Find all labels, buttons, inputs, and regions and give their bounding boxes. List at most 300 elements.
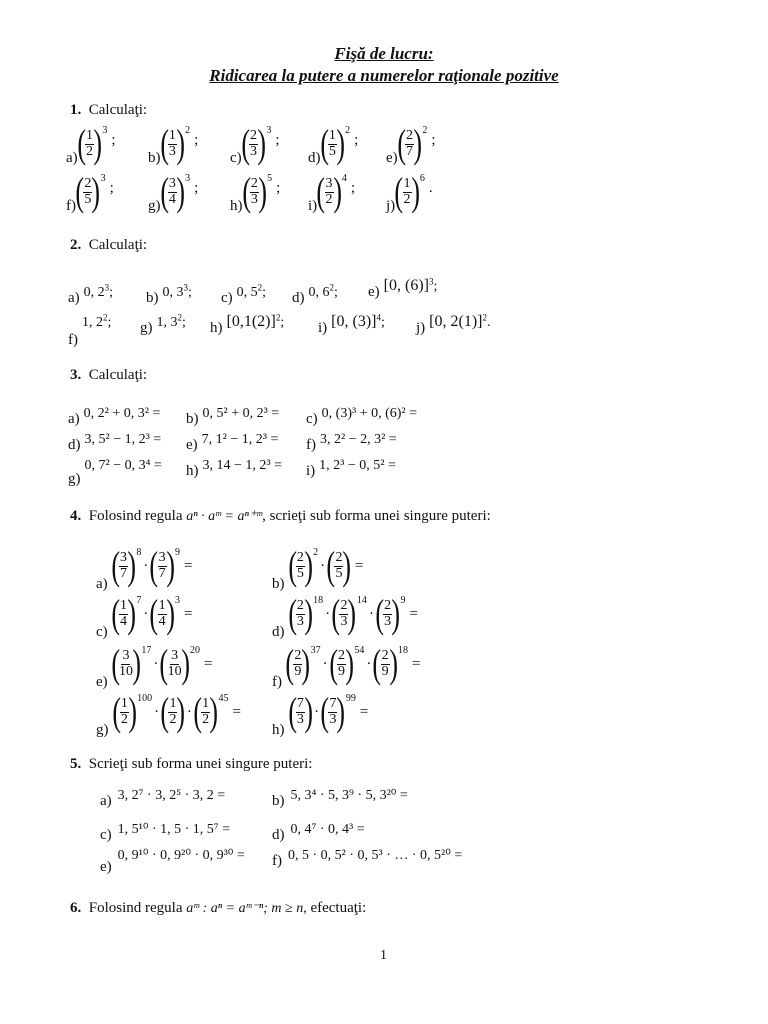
punctuation: ; — [350, 179, 355, 196]
denominator: 3 — [250, 191, 258, 207]
item-label: g) — [68, 471, 81, 487]
punctuation: ; — [433, 278, 438, 294]
division-rule: aᵐ : aⁿ = aᵐ⁻ⁿ; m ≥ n, — [186, 901, 307, 916]
punctuation: ; — [280, 314, 285, 330]
right-paren: ) — [127, 543, 136, 588]
denominator: 4 — [119, 613, 127, 629]
right-paren: ) — [93, 121, 102, 166]
exercise-2-item — [68, 282, 114, 306]
numerator: 1 — [158, 597, 166, 613]
fraction-power — [159, 121, 191, 166]
right-paren: ) — [332, 169, 342, 214]
numerator: 2 — [296, 549, 304, 565]
expression: 3, 5² − 1, 2³ = — [84, 432, 162, 447]
left-paren: ( — [76, 121, 86, 166]
fraction-power — [287, 543, 319, 588]
numerator: 2 — [294, 647, 302, 663]
fraction-power — [149, 591, 180, 636]
exponent: 37 — [310, 644, 321, 656]
numerator: 1 — [403, 175, 411, 191]
exercise-2-item — [68, 312, 112, 348]
expression: 0, 7² − 0, 3⁴ = — [84, 458, 162, 473]
exercise-5-item — [272, 820, 365, 843]
item-label: f) — [272, 853, 282, 869]
punctuation: . — [486, 314, 491, 330]
left-paren: ( — [111, 689, 121, 734]
item-label: a) — [66, 149, 78, 166]
exponent: 2 — [345, 124, 351, 136]
numerator: 1 — [120, 695, 128, 711]
numerator: 1 — [202, 695, 210, 711]
exercise-4-item — [272, 689, 369, 738]
right-paren: ) — [209, 689, 219, 734]
fraction-power — [110, 591, 142, 636]
denominator: 2 — [202, 711, 210, 727]
right-paren: ) — [258, 169, 267, 214]
right-paren: ) — [336, 121, 345, 166]
equals-sign: = — [203, 655, 213, 672]
item-label: a) — [68, 289, 80, 306]
exponent: 45 — [218, 692, 229, 704]
fraction-power — [110, 641, 152, 686]
exponent: 5 — [267, 172, 273, 184]
item-label: e) — [96, 673, 108, 690]
left-paren: ( — [159, 121, 169, 166]
right-paren: ) — [91, 169, 101, 214]
left-paren: ( — [110, 641, 120, 686]
exponent: 2 — [275, 312, 281, 322]
exponent: 2 — [422, 124, 428, 136]
fraction-power — [331, 591, 367, 636]
item-label: c) — [96, 623, 108, 640]
exponent: 3 — [183, 282, 188, 292]
denominator: 4 — [168, 191, 176, 207]
exercise-1-item — [308, 121, 359, 166]
denominator: 3 — [249, 143, 257, 159]
left-paren: ( — [149, 591, 159, 636]
base: 0, 3 — [162, 284, 184, 300]
exercise-2-item — [210, 312, 285, 336]
exercise-5-item — [272, 786, 408, 809]
multiply-sign: · — [314, 703, 320, 720]
right-paren: ) — [336, 689, 346, 734]
right-paren: ) — [304, 591, 313, 636]
left-paren: ( — [193, 689, 202, 734]
fraction-power — [319, 121, 351, 166]
item-label: h) — [186, 463, 199, 479]
left-paren: ( — [75, 169, 84, 214]
equals-sign: = — [411, 655, 421, 672]
fraction-power — [241, 169, 273, 214]
multiply-sign: · — [325, 605, 331, 622]
equals-sign: = — [183, 605, 193, 622]
item-label: j) — [416, 319, 426, 336]
denominator: 10 — [167, 663, 182, 679]
multiply-sign: · — [186, 703, 192, 720]
multiply-sign: · — [320, 557, 326, 574]
fraction-power — [287, 591, 324, 636]
denominator: 3 — [340, 613, 348, 629]
expression: 5, 3⁴ · 5, 3⁹ · 5, 3²⁰ = — [290, 788, 408, 803]
fraction-power — [316, 169, 347, 214]
denominator: 7 — [405, 143, 413, 159]
right-paren: ) — [304, 689, 313, 734]
right-paren: ) — [301, 641, 311, 686]
right-paren: ) — [391, 591, 401, 636]
fraction-power — [160, 689, 186, 734]
expression: 0, 5 · 0, 5² · 0, 5³ · … · 0, 5²⁰ = — [288, 848, 463, 863]
item-label: g) — [96, 721, 109, 738]
fraction — [168, 649, 182, 679]
right-paren: ) — [388, 641, 398, 686]
exercise-1-item — [386, 169, 433, 214]
exercise-2-item — [292, 282, 338, 306]
power-expression — [429, 312, 491, 330]
expression: 1, 5¹⁰ · 1, 5 · 1, 5⁷ = — [117, 822, 231, 837]
right-paren: ) — [132, 641, 141, 686]
item-label: d) — [272, 827, 285, 843]
fraction-power — [76, 121, 108, 166]
punctuation: ; — [107, 314, 112, 330]
numerator: 2 — [84, 175, 92, 191]
right-paren: ) — [347, 591, 357, 636]
fraction — [119, 649, 133, 679]
left-paren: ( — [287, 591, 297, 636]
multiply-sign: · — [154, 703, 160, 720]
item-label: d) — [292, 289, 305, 306]
exponent: 3 — [185, 172, 191, 184]
exponent: 3 — [266, 124, 272, 136]
item-label: i) — [308, 197, 318, 214]
right-paren: ) — [165, 543, 175, 588]
fraction-power — [75, 169, 106, 214]
base: [0, 2(1)] — [429, 312, 483, 330]
exercise-4-item — [272, 641, 421, 690]
exercise-3-item — [186, 430, 279, 453]
exponent: 2 — [257, 282, 263, 292]
exercise-1-item — [148, 121, 199, 166]
left-paren: ( — [331, 591, 341, 636]
exercise-5-item — [272, 846, 463, 869]
punctuation: ; — [194, 131, 199, 148]
left-paren: ( — [372, 641, 382, 686]
multiply-sign: · — [322, 655, 328, 672]
power-expression — [308, 282, 338, 300]
equals-sign: = — [409, 605, 418, 622]
exponent: 3 — [102, 124, 108, 136]
denominator: 3 — [296, 613, 304, 629]
exponent: 2 — [482, 312, 487, 322]
power-expression — [156, 312, 186, 330]
exponent: 9 — [174, 546, 180, 558]
item-label: c) — [221, 289, 233, 306]
left-paren: ( — [240, 121, 250, 166]
item-label: d) — [272, 623, 285, 640]
fraction — [381, 649, 390, 679]
punctuation: ; — [194, 179, 199, 196]
exponent: 2 — [313, 546, 319, 558]
fraction-power — [149, 543, 180, 588]
exponent: 3 — [174, 594, 180, 606]
denominator: 2 — [85, 143, 93, 159]
denominator: 7 — [119, 565, 127, 581]
numerator: 3 — [325, 175, 333, 191]
item-label: j) — [386, 197, 396, 214]
exponent: 6 — [419, 172, 425, 184]
power-expression — [236, 282, 267, 300]
item-label: h) — [272, 721, 285, 738]
numerator: 2 — [381, 647, 389, 663]
base: 1, 2 — [82, 314, 103, 330]
expression: 0, 5² + 0, 2³ = — [202, 406, 280, 421]
item-label: f) — [68, 331, 78, 348]
fraction-power — [193, 689, 229, 734]
fraction-power — [375, 591, 406, 636]
exercise-1-item — [386, 121, 436, 166]
punctuation: . — [428, 179, 433, 196]
left-paren: ( — [328, 641, 338, 686]
exercise-3-item — [68, 456, 162, 487]
item-label: g) — [140, 319, 153, 336]
denominator: 10 — [118, 663, 133, 679]
exponent: 4 — [341, 172, 347, 184]
exercise-4-item — [272, 543, 364, 592]
exercise-3-item — [306, 404, 417, 427]
numerator: 3 — [119, 549, 127, 565]
numerator: 3 — [158, 549, 166, 565]
left-paren: ( — [149, 543, 159, 588]
exponent: 2 — [185, 124, 191, 136]
multiply-sign: · — [143, 605, 149, 622]
denominator: 2 — [169, 711, 177, 727]
exponent: 14 — [356, 594, 367, 606]
fraction-power — [372, 641, 408, 686]
fraction — [403, 177, 412, 207]
item-label: d) — [68, 437, 81, 453]
base: 1, 3 — [156, 314, 178, 330]
fraction-power — [326, 543, 352, 588]
exercise-5-item — [100, 786, 226, 809]
exercise-4-item — [96, 641, 213, 690]
multiply-sign: · — [366, 655, 372, 672]
item-label: c) — [100, 827, 112, 843]
punctuation: ; — [262, 284, 267, 300]
punctuation: ; — [109, 179, 114, 196]
exponent: 3 — [104, 282, 110, 292]
right-paren: ) — [176, 121, 185, 166]
numerator: 1 — [85, 127, 93, 143]
exponent: 100 — [137, 692, 153, 704]
multiplication-rule: aⁿ · aᵐ = aⁿ⁺ᵐ — [186, 509, 263, 524]
exercise-1-heading: 1. Calculaţi: — [70, 102, 148, 118]
exponent: 4 — [376, 312, 381, 322]
base: 0, 2 — [83, 284, 105, 300]
exercise-2-item — [416, 312, 491, 336]
item-label: c) — [306, 411, 318, 427]
left-paren: ( — [396, 121, 406, 166]
numerator: 7 — [329, 695, 337, 711]
base: 0, 6 — [308, 284, 330, 300]
punctuation: ; — [276, 179, 281, 196]
denominator: 5 — [335, 565, 343, 581]
expression: 0, 9¹⁰ · 0, 9²⁰ · 0, 9³⁰ = — [117, 848, 245, 863]
power-expression — [83, 282, 114, 300]
numerator: 1 — [119, 597, 127, 613]
exponent: 2 — [177, 312, 182, 322]
fraction — [158, 551, 167, 581]
left-paren: ( — [159, 169, 169, 214]
denominator: 9 — [381, 663, 389, 679]
base: [0, (3)] — [331, 312, 377, 330]
item-label: a) — [68, 411, 80, 427]
fraction — [158, 599, 167, 629]
exercise-2-item — [318, 312, 385, 336]
item-label: b) — [272, 793, 285, 809]
right-paren: ) — [165, 591, 175, 636]
denominator: 5 — [296, 565, 304, 581]
item-label: i) — [306, 463, 316, 479]
numerator: 7 — [296, 695, 304, 711]
punctuation: ; — [188, 284, 192, 300]
fraction — [325, 177, 334, 207]
denominator: 3 — [296, 711, 304, 727]
exercise-4-item — [96, 689, 241, 738]
exponent: 2 — [103, 312, 108, 322]
numerator: 1 — [168, 127, 176, 143]
left-paren: ( — [287, 543, 297, 588]
exponent: 18 — [397, 644, 408, 656]
exponent: 54 — [354, 644, 365, 656]
denominator: 3 — [384, 613, 392, 629]
item-label: f) — [66, 197, 76, 214]
punctuation: ; — [354, 131, 359, 148]
exponent: 17 — [141, 644, 152, 656]
item-label: c) — [230, 149, 242, 166]
item-label: b) — [146, 289, 159, 306]
item-label: a) — [96, 575, 108, 592]
item-label: h) — [230, 197, 243, 214]
exponent: 99 — [345, 692, 356, 704]
power-expression — [226, 312, 285, 330]
numerator: 3 — [168, 175, 176, 191]
power-expression — [331, 312, 385, 330]
left-paren: ( — [394, 169, 404, 214]
left-paren: ( — [110, 591, 120, 636]
denominator: 3 — [329, 711, 337, 727]
exercise-1-item — [66, 121, 116, 166]
denominator: 9 — [294, 663, 302, 679]
expression: 3, 2⁷ · 3, 2⁵ · 3, 2 = — [117, 788, 226, 803]
exercise-1-item — [66, 169, 114, 214]
multiply-sign: · — [368, 605, 374, 622]
item-label: a) — [100, 793, 112, 809]
numerator: 3 — [122, 647, 130, 663]
right-paren: ) — [413, 121, 422, 166]
exercise-3-item — [68, 404, 161, 427]
right-paren: ) — [345, 641, 354, 686]
expression: 3, 2² − 2, 3² = — [320, 432, 397, 447]
item-label: f) — [306, 437, 316, 453]
numerator: 2 — [337, 647, 345, 663]
denominator: 2 — [325, 191, 333, 207]
right-paren: ) — [342, 543, 352, 588]
expression: 1, 2³ − 0, 5² = — [319, 458, 396, 473]
equals-sign: = — [183, 557, 193, 574]
exercise-5-item — [100, 846, 245, 875]
left-paren: ( — [160, 689, 170, 734]
left-paren: ( — [375, 591, 384, 636]
fraction-power — [320, 689, 356, 734]
left-paren: ( — [319, 121, 329, 166]
right-paren: ) — [257, 121, 266, 166]
fraction-power — [285, 641, 321, 686]
worksheet-subtitle: Ridicarea la putere a numerelor raţionale pozitive — [209, 66, 559, 85]
item-label: e) — [186, 437, 198, 453]
item-label: d) — [308, 149, 321, 166]
base: [0,1(2)] — [226, 312, 276, 330]
exercise-3-item — [186, 456, 282, 479]
right-paren: ) — [180, 641, 190, 686]
numerator: 2 — [340, 597, 348, 613]
item-label: i) — [318, 319, 328, 336]
numerator: 2 — [384, 597, 392, 613]
numerator: 2 — [405, 127, 413, 143]
punctuation: ; — [111, 131, 116, 148]
expression: 7, 1² − 1, 2³ = — [201, 432, 279, 447]
fraction-power — [328, 641, 365, 686]
right-paren: ) — [176, 689, 186, 734]
exercise-1-item — [230, 121, 280, 166]
left-paren: ( — [241, 169, 251, 214]
expression: 0, 2² + 0, 3² = — [83, 406, 161, 421]
fraction-power — [159, 641, 200, 686]
punctuation: ; — [109, 284, 114, 300]
exercise-3-heading: 3. Calculaţi: — [70, 367, 148, 383]
multiply-sign: · — [143, 557, 149, 574]
left-paren: ( — [285, 641, 294, 686]
equals-sign: = — [359, 703, 369, 720]
base: 0, 5 — [236, 284, 258, 300]
numerator: 1 — [328, 127, 336, 143]
item-label: b) — [272, 575, 285, 592]
item-label: h) — [210, 319, 223, 336]
denominator: 2 — [120, 711, 128, 727]
exercise-5-item — [100, 820, 231, 843]
exercise-4-item — [96, 591, 193, 640]
left-paren: ( — [320, 689, 330, 734]
worksheet-title: Fişă de lucru: — [334, 44, 434, 63]
exponent: 2 — [329, 282, 334, 292]
item-label: e) — [368, 283, 380, 300]
power-expression — [162, 282, 192, 300]
exercise-3-item — [186, 404, 280, 427]
exponent: 20 — [189, 644, 200, 656]
item-label: e) — [386, 149, 398, 166]
numerator: 2 — [250, 175, 258, 191]
left-paren: ( — [159, 641, 169, 686]
denominator: 4 — [158, 613, 166, 629]
exponent: 8 — [136, 546, 142, 558]
fraction-power — [159, 169, 191, 214]
item-label: b) — [148, 149, 161, 166]
expression: 3, 14 − 1, 2³ = — [202, 458, 282, 473]
expression: 0, 4⁷ · 0, 4³ = — [290, 822, 365, 837]
left-paren: ( — [316, 169, 326, 214]
exercise-2-item — [146, 282, 192, 306]
left-paren: ( — [110, 543, 120, 588]
left-paren: ( — [287, 689, 297, 734]
denominator: 5 — [328, 143, 336, 159]
